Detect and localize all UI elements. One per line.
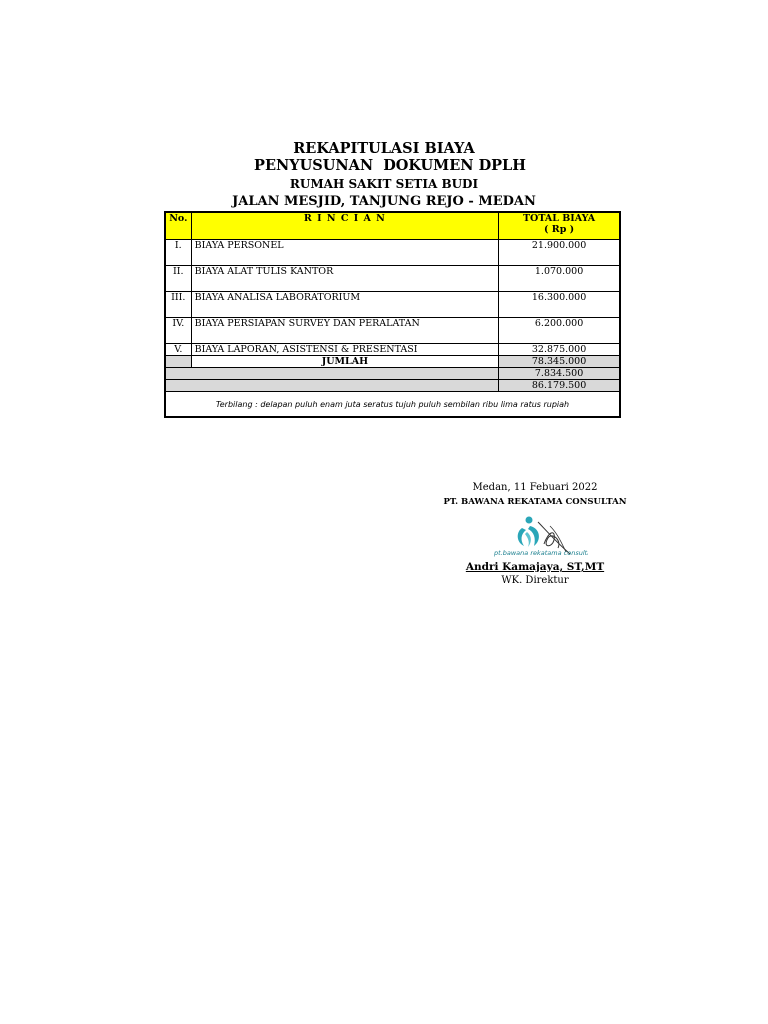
terbilang-row <box>165 392 620 418</box>
table-row <box>165 344 620 356</box>
table-row <box>165 266 620 292</box>
place-date: Medan, 11 Febuari 2022 <box>472 482 598 493</box>
table-row <box>165 292 620 318</box>
extra-label-cell <box>165 368 499 380</box>
jumlah-row <box>165 356 620 368</box>
row-value: 32.875.000 <box>499 344 620 356</box>
company-logo-with-signature <box>492 514 588 562</box>
header-rincian: R I N C I A N <box>191 212 499 240</box>
row-rincian: BIAYA ALAT TULIS KANTOR <box>191 266 499 292</box>
row-value: 16.300.000 <box>499 292 620 318</box>
terbilang-text: Terbilang : delapan puluh enam juta seratus tujuh puluh sembilan ribu lima ratus rupiah <box>165 392 620 418</box>
row-rincian: BIAYA PERSIAPAN SURVEY DAN PERALATAN <box>191 318 499 344</box>
row-no: V. <box>165 344 191 356</box>
jumlah-no-cell <box>165 356 191 368</box>
jumlah-value: 78.345.000 <box>499 356 620 368</box>
row-no: II. <box>165 266 191 292</box>
extra-row <box>165 368 620 380</box>
doc-title: REKAPITULASI BIAYA <box>293 140 475 157</box>
header-total <box>499 212 620 240</box>
row-rincian: BIAYA LAPORAN, ASISTENSI & PRESENTASI <box>191 344 499 356</box>
row-no: IV. <box>165 318 191 344</box>
row-no: I. <box>165 240 191 266</box>
header-total-line1: TOTAL BIAYA <box>522 213 596 224</box>
table-row <box>165 240 620 266</box>
logo-icon <box>492 514 588 562</box>
extra-value: 7.834.500 <box>499 368 620 380</box>
logo-text: pt.bawana rekatama consultant <box>494 549 588 557</box>
signer-name: Andri Kamajaya, ST,MT <box>465 561 605 573</box>
project-location: JALAN MESJID, TANJUNG REJO - MEDAN <box>232 194 536 209</box>
grand-total-label-cell <box>165 380 499 392</box>
row-value: 1.070.000 <box>499 266 620 292</box>
table-header-row <box>165 212 620 240</box>
row-no: III. <box>165 292 191 318</box>
jumlah-label: JUMLAH <box>191 356 499 368</box>
row-value: 21.900.000 <box>499 240 620 266</box>
table-row <box>165 318 620 344</box>
row-rincian: BIAYA PERSONEL <box>191 240 499 266</box>
grand-total-value: 86.179.500 <box>499 380 620 392</box>
header-total-line2: ( Rp ) <box>544 224 575 235</box>
signer-position: WK. Direktur <box>501 575 569 586</box>
row-rincian: BIAYA ANALISA LABORATORIUM <box>191 292 499 318</box>
cost-recap-table <box>164 211 621 418</box>
header-no: No. <box>165 212 191 240</box>
project-name: RUMAH SAKIT SETIA BUDI <box>289 177 479 191</box>
doc-subtitle: PENYUSUNAN DOKUMEN DPLH <box>254 157 526 174</box>
grand-total-row <box>165 380 620 392</box>
row-value: 6.200.000 <box>499 318 620 344</box>
company-name: PT. BAWANA REKATAMA CONSULTAN <box>443 497 627 507</box>
